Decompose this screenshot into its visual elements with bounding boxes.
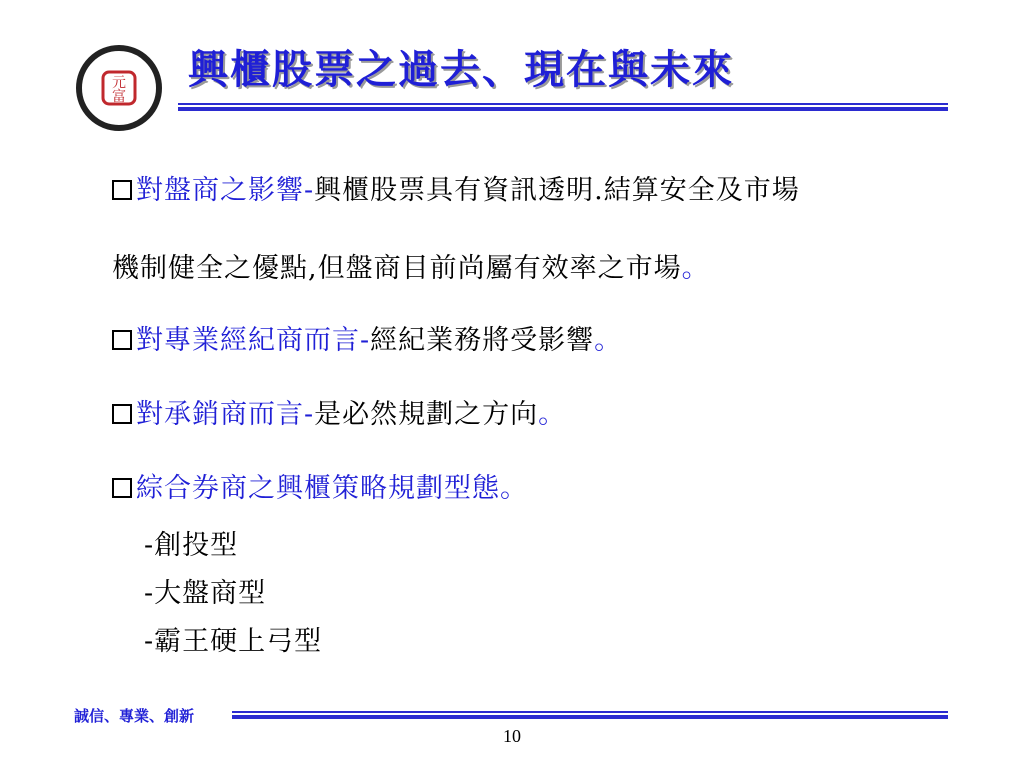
bullet-lead: 綜合券商之興櫃策略規劃型態 xyxy=(136,473,500,504)
sub-item-aggressive: -霸王硬上弓型 xyxy=(144,626,323,657)
bullet-lead: 對承銷商而言 xyxy=(136,399,304,430)
sub-item-major-dealer: -大盤商型 xyxy=(144,578,267,609)
bullet-lead: 對盤商之影響 xyxy=(136,175,304,206)
bullet-item-brokers: 對專業經紀商而言-經紀業務將受影響。 xyxy=(112,318,622,357)
logo-char-1: 元 xyxy=(112,75,126,91)
page-number: 10 xyxy=(503,726,521,746)
footer-divider xyxy=(232,711,948,719)
checkbox-bullet-icon xyxy=(112,180,132,200)
title-divider xyxy=(178,103,948,111)
logo-char-2: 富 xyxy=(112,89,126,105)
bullet-lead: 對專業經紀商而言 xyxy=(136,325,360,356)
company-logo xyxy=(75,44,163,132)
checkbox-bullet-icon xyxy=(112,404,132,424)
checkbox-bullet-icon xyxy=(112,330,132,350)
bullet-item-dealers-continued: 機制健全之優點,但盤商目前尚屬有效率之市場。 xyxy=(112,253,710,284)
bullet-item-underwriters: 對承銷商而言-是必然規劃之方向。 xyxy=(112,392,566,431)
bullet-item-strategy: 綜合券商之興櫃策略規劃型態。 xyxy=(112,466,528,505)
footer-slogan: 誠信、專業、創新 xyxy=(74,705,198,726)
bullet-text: 是必然規劃之方向 xyxy=(314,399,539,430)
bullet-text: 興櫃股票具有資訊透明.結算安全及市場 xyxy=(314,175,800,206)
slide-title: 興櫃股票之過去、現在與未來 xyxy=(188,46,734,93)
sub-item-venture: -創投型 xyxy=(144,530,239,561)
checkbox-bullet-icon xyxy=(112,478,132,498)
bullet-text: 機制健全之優點,但盤商目前尚屬有效率之市場 xyxy=(112,253,682,284)
bullet-item-dealers: 對盤商之影響-興櫃股票具有資訊透明.結算安全及市場 xyxy=(112,168,800,207)
bullet-text: 經紀業務將受影響 xyxy=(370,325,595,356)
